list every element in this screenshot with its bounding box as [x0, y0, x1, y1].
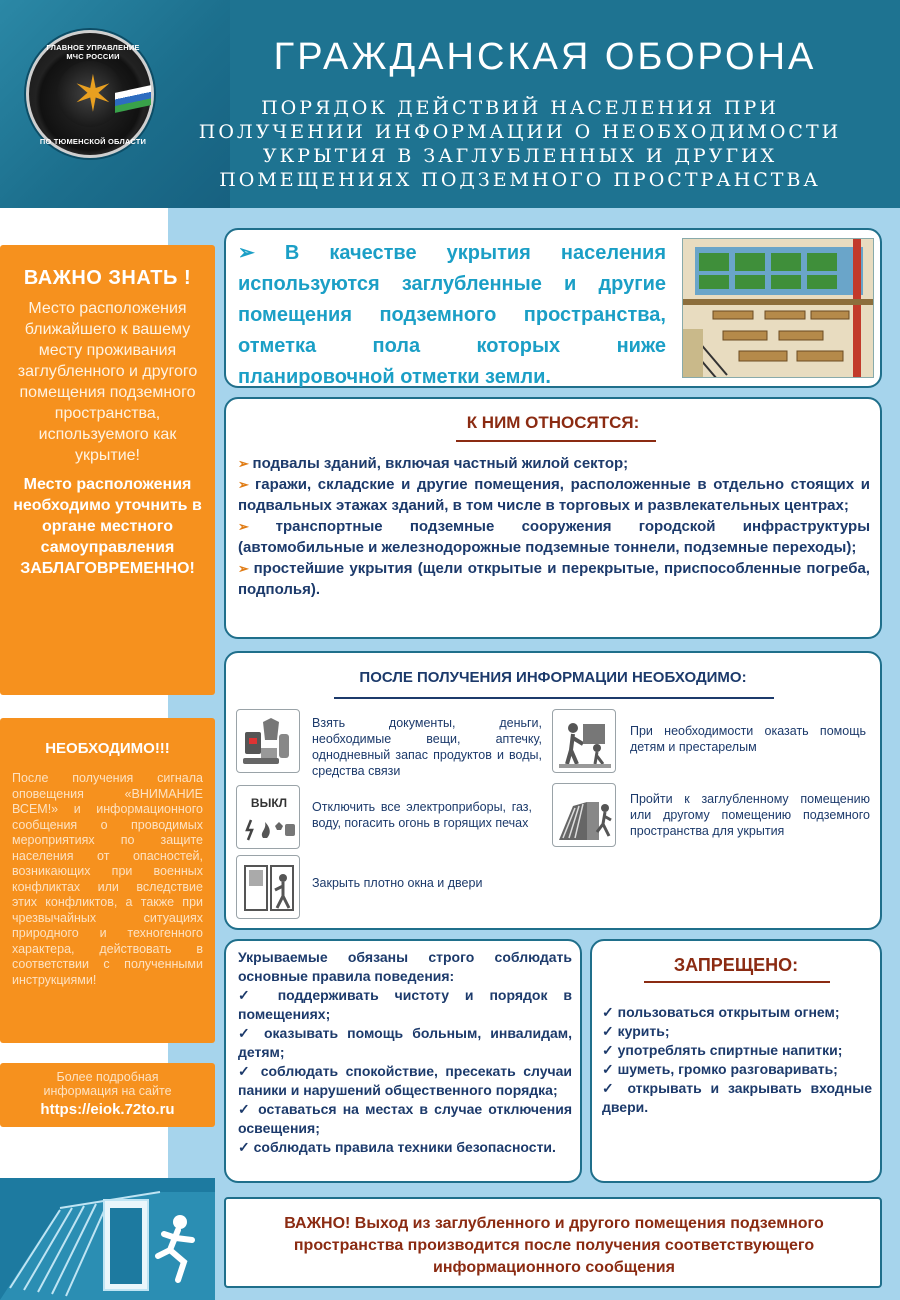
window-door-icon: [236, 855, 300, 919]
actions-heading: ПОСЛЕ ПОЛУЧЕНИЯ ИНФОРМАЦИИ НЕОБХОДИМО:: [359, 669, 747, 686]
heading-underline: [456, 440, 656, 442]
exit-note-text: ВАЖНО! Выход из заглубленного и другого помещения подземного пространства производится после получения соответствующего информационного сообщения: [284, 1215, 824, 1276]
necessary-heading: НЕОБХОДИМО!!!: [45, 740, 170, 757]
exit-note-box: [224, 1197, 882, 1288]
page-subtitle: ПОРЯДОК ДЕЙСТВИЙ НАСЕЛЕНИЯ ПРИ ПОЛУЧЕНИИ ИНФОРМАЦИИ О НЕОБХОДИМОСТИ УКРЫТИЯ В ЗАГЛУБЛЕННЫХ И ДРУГИХ ПОМЕЩЕНИЯХ ПОДЗЕМНОГО ПРОСТРАНСТВА: [198, 97, 842, 191]
important-bold-text: Место расположения необходимо уточнить в органе местного самоуправления ЗАБЛАГОВРЕМЕННО!: [13, 476, 202, 577]
action-text: Закрыть плотно окна и двери: [312, 876, 483, 890]
check-icon: ✓: [602, 1061, 618, 1077]
list-item: ✓ пользоваться открытым огнем;: [602, 1004, 840, 1020]
list-item: ✓ открывать и закрывать входные двери.: [602, 1080, 872, 1115]
list-item: ✓ соблюдать спокойствие, пресекать случаи паники и нарушений общественного порядка;: [238, 1063, 573, 1098]
bullet-arrow-icon: ➢: [238, 456, 253, 471]
list-item: ➢ простейшие укрытия (щели открытые и перекрытые, приспособленные погреба, подполья).: [238, 560, 870, 598]
power-off-label: ВЫКЛ: [250, 796, 288, 810]
action-text: Отключить все электроприборы, газ, воду, погасить огонь в горящих печах: [312, 800, 532, 830]
help-people-icon: [552, 709, 616, 773]
list-item: ✓ шуметь, громко разговаривать;: [602, 1061, 838, 1077]
check-icon: ✓: [602, 1080, 628, 1096]
necessary-box: [0, 718, 215, 1043]
important-heading: ВАЖНО ЗНАТЬ !: [23, 267, 192, 289]
check-icon: ✓: [238, 1025, 264, 1041]
more-info-box: Более подробная информация на сайте https://eiok.72to.ru: [0, 1063, 215, 1127]
action-text: Взять документы, деньги, необходимые вещи, аптечку, однодневный запас продуктов и воды, средства связи: [312, 716, 542, 778]
check-icon: ✓: [238, 1139, 254, 1155]
heading-underline: [644, 981, 830, 983]
more-info-link[interactable]: https://eiok.72to.ru: [40, 1101, 175, 1118]
list-item: ➢ гаражи, складские и другие помещения, расположенные в отдельно стоящих и подвальных этажах зданий, в том числе в торговых и развлекательных центрах;: [238, 476, 870, 514]
emblem-top-text: ГЛАВНОЕ УПРАВЛЕНИЕ МЧС РОССИИ: [46, 43, 140, 61]
bullet-arrow-icon: ➢: [238, 477, 256, 492]
page-title: ГРАЖДАНСКАЯ ОБОРОНА: [273, 36, 817, 78]
heading-underline: [334, 697, 774, 699]
documents-icon: [236, 709, 300, 773]
rules-intro: Укрываемые обязаны строго соблюдать основные правила поведения:: [238, 949, 572, 984]
action-text: Пройти к заглубленному помещению или другому помещению подземного пространства для укрытия: [630, 792, 870, 838]
go-shelter-icon: [552, 783, 616, 847]
important-to-know-box: [0, 245, 215, 695]
shelter-types-list: [238, 453, 870, 600]
actions-box: [224, 651, 882, 930]
forbidden-heading: ЗАПРЕЩЕНО:: [673, 955, 799, 975]
header-banner: [0, 0, 900, 208]
mchs-emblem-icon: ✶ ГЛАВНОЕ УПРАВЛЕНИЕ МЧС РОССИИ ПО ТЮМЕНСКОЙ ОБЛАСТИ: [26, 30, 154, 158]
action-text: При необходимости оказать помощь детям и престарелым: [630, 724, 866, 754]
list-item: ➢ подвалы зданий, включая частный жилой сектор;: [238, 455, 629, 472]
shelter-intro-box: [224, 228, 882, 388]
check-icon: ✓: [602, 1004, 618, 1020]
check-icon: ✓: [238, 1101, 259, 1117]
list-item: ✓ оставаться на местах в случае отключения освещения;: [238, 1101, 572, 1136]
list-item: ✓ оказывать помощь больным, инвалидам, детям;: [238, 1025, 572, 1060]
underground-room-illustration: [682, 238, 874, 378]
list-item: ✓ соблюдать правила техники безопасности.: [238, 1139, 556, 1155]
behaviour-rules-box: [224, 939, 582, 1183]
power-off-icon: [236, 785, 300, 849]
list-item: ✓ употреблять спиртные напитки;: [602, 1042, 843, 1058]
list-item: ✓ курить;: [602, 1023, 670, 1039]
bullet-arrow-icon: ➢: [238, 242, 255, 264]
bullet-arrow-icon: ➢: [238, 519, 276, 534]
shelter-types-box: [224, 397, 882, 639]
emblem-bottom-text: ПО ТЮМЕНСКОЙ ОБЛАСТИ: [39, 137, 147, 146]
check-icon: ✓: [602, 1042, 618, 1058]
list-item: ✓ поддерживать чистоту и порядок в помещениях;: [238, 987, 572, 1022]
shelter-intro-text: ➢ В качестве укрытия населения используются заглубленные и другие помещения подземного пространства, отметка пола которых ниже планировочной отметки земли.: [238, 242, 666, 388]
check-icon: ✓: [602, 1023, 618, 1039]
list-item: ➢ транспортные подземные сооружения городской инфраструктуры (автомобильные и железнодорожные подземные тоннели, подземные переходы);: [238, 518, 871, 556]
necessary-text: После получения сигнала оповещения «ВНИМАНИЕ ВСЕМ!» и информационного сообщения о проводимых мероприятиях по защите населения от опасностей, возникающих при военных конфликтах или вследствие этих конфликтов, а также при чрезвычайных ситуациях природного и техногенного характера, действовать в соответствии с полученными инструкциями!: [12, 771, 203, 987]
check-icon: ✓: [238, 1063, 261, 1079]
forbidden-box: [590, 939, 882, 1183]
shelter-types-heading: К НИМ ОТНОСЯТСЯ:: [466, 413, 640, 432]
check-icon: ✓: [238, 987, 278, 1003]
important-text: Место расположения ближайшего к вашему месту проживания заглубленного и другого помещения подземного пространства, используемого как укрытие!: [17, 300, 198, 464]
running-exit-illustration: [0, 1178, 215, 1300]
bullet-arrow-icon: ➢: [238, 561, 254, 576]
